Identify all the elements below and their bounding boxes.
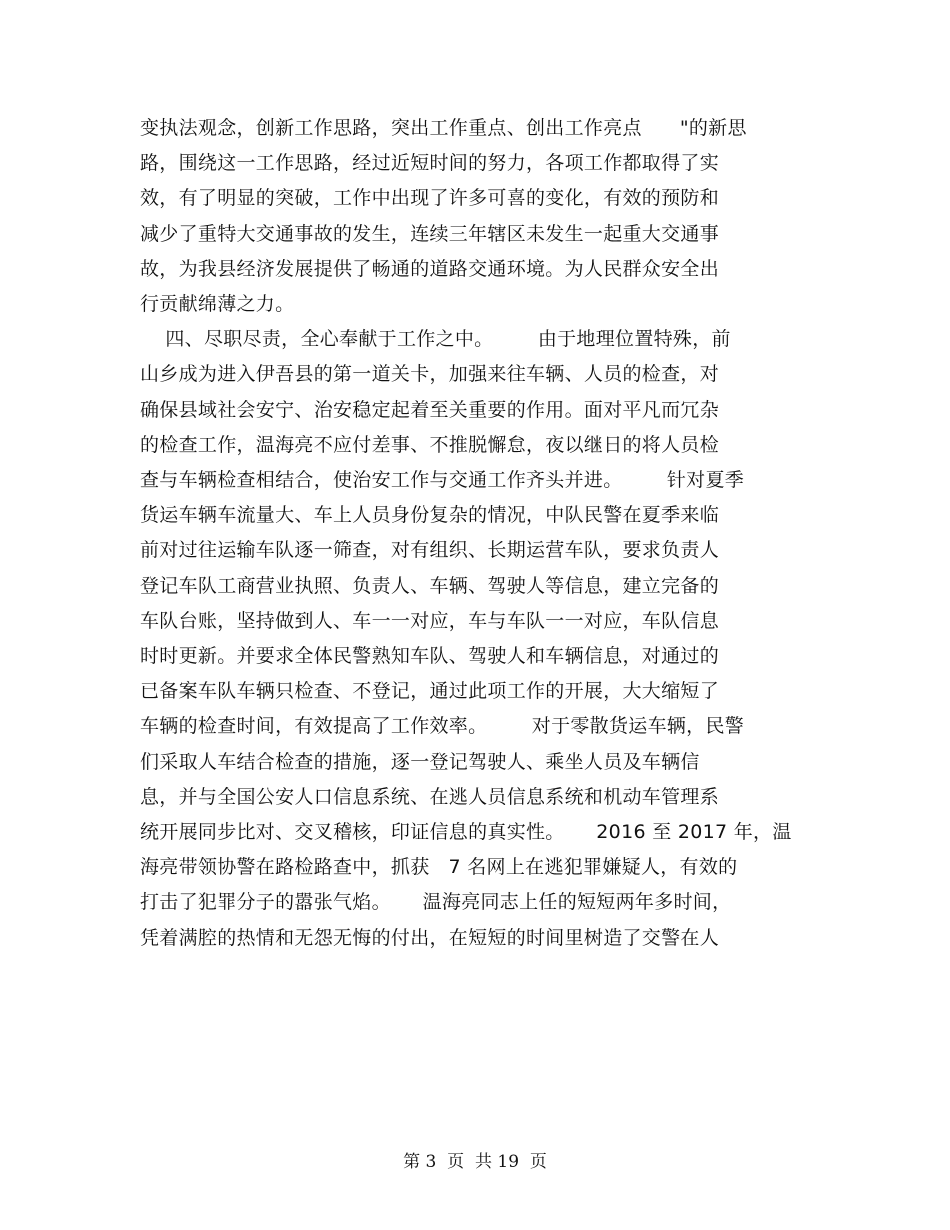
body-line: 车辆的检查时间，有效提高了工作效率。 对于零散货运车辆，民警 <box>140 715 745 737</box>
body-line: 行贡献绵薄之力。 <box>140 293 295 315</box>
body-line: 变执法观念，创新工作思路，突出工作重点、创出工作亮点 "的新思 <box>140 117 747 139</box>
body-line: 海亮带领协警在路检路查中，抓获 7 名网上在逃犯罪嫌疑人，有效的 <box>140 856 738 878</box>
body-line: 货运车辆车流量大、车上人员身份复杂的情况，中队民警在夏季来临 <box>140 504 720 526</box>
body-line: 故，为我县经济发展提供了畅通的道路交通环境。为人民群众安全出 <box>140 258 720 280</box>
body-line: 已备案车队车辆只检查、不登记，通过此项工作的开展，大大缩短了 <box>140 680 720 702</box>
body-line: 登记车队工商营业执照、负责人、车辆、驾驶人等信息，建立完备的 <box>140 575 720 597</box>
body-line: 减少了重特大交通事故的发生，连续三年辖区未发生一起重大交通事 <box>140 223 720 245</box>
body-line: 车队台账，坚持做到人、车一一对应，车与车队一一对应，车队信息 <box>140 610 720 632</box>
body-line: 查与车辆检查相结合，使治安工作与交通工作齐头并进。 针对夏季 <box>140 469 745 491</box>
body-line: 确保县域社会安宁、治安稳定起着至关重要的作用。面对平凡而冗杂 <box>140 399 720 421</box>
body-line: 打击了犯罪分子的嚣张气焰。 温海亮同志上任的短短两年多时间， <box>140 891 732 913</box>
body-line: 山乡成为进入伊吾县的第一道关卡，加强来往车辆、人员的检查，对 <box>140 363 720 385</box>
body-line: 们采取人车结合检查的措施，逐一登记驾驶人、乘坐人员及车辆信 <box>140 751 700 773</box>
body-line: 统开展同步比对、交叉稽核，印证信息的真实性。 2016 至 2017 年，温 <box>140 821 792 843</box>
body-line: 四、尽职尽责，全心奉献于工作之中。 由于地理位置特殊，前 <box>140 328 731 350</box>
page-footer: 第 3 页 共 19 页 <box>403 1152 547 1172</box>
body-line: 效，有了明显的突破，工作中出现了许多可喜的变化，有效的预防和 <box>140 187 720 209</box>
body-line: 的检查工作，温海亮不应付差事、不推脱懈怠，夜以继日的将人员检 <box>140 434 720 456</box>
body-line: 息，并与全国公安人口信息系统、在逃人员信息系统和机动车管理系 <box>140 786 720 808</box>
body-line: 前对过往运输车队逐一筛查，对有组织、长期运营车队，要求负责人 <box>140 539 720 561</box>
body-line: 路，围绕这一工作思路，经过近短时间的努力，各项工作都取得了实 <box>140 152 720 174</box>
body-line: 时时更新。并要求全体民警熟知车队、驾驶人和车辆信息，对通过的 <box>140 645 720 667</box>
body-line: 凭着满腔的热情和无怨无悔的付出，在短短的时间里树造了交警在人 <box>140 927 720 949</box>
